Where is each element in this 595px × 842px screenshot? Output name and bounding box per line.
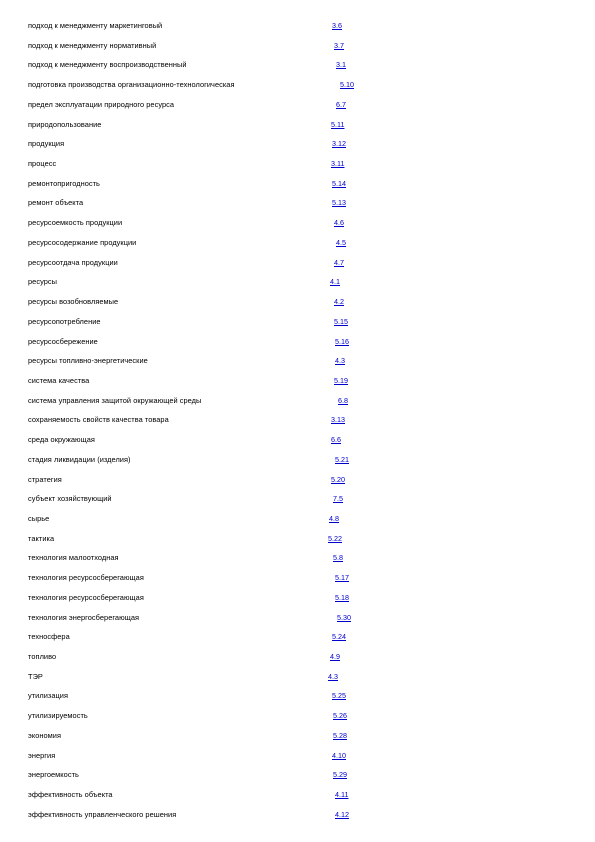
index-term: ресурсы топливно-энергетические [28,356,148,366]
index-entry [28,667,568,687]
index-reference-link[interactable]: 4.2 [334,297,344,307]
index-entry [28,489,568,509]
index-term: ресурсоемкость продукции [28,218,123,228]
index-reference-link[interactable]: 5.17 [335,573,349,583]
index-entry [28,450,568,470]
index-reference-link[interactable]: 5.29 [333,770,347,780]
index-term: технология ресурсосберегающая [28,573,144,583]
index-entry [28,95,568,115]
index-term: сохраняемость свойств качества товара [28,415,169,425]
index-entry [28,134,568,154]
index-entry [28,213,568,233]
index-term: утилизация [28,691,69,701]
index-reference-link[interactable]: 5.16 [335,336,349,346]
index-entry [28,647,568,667]
index-entry [28,608,568,628]
index-entry [28,568,568,588]
index-entry [28,686,568,706]
index-reference-link[interactable]: 7.5 [333,494,343,504]
index-term: система управления защитой окружающей среды [28,395,202,405]
index-term: энергоемкость [28,770,79,780]
index-term: система качества [28,375,90,385]
index-term: продукция [28,139,65,149]
index-entry [28,55,568,75]
index-reference-link[interactable]: 4.12 [335,809,349,819]
index-term: стратегия [28,474,62,484]
index-entry [28,253,568,273]
index-reference-link[interactable]: 5.18 [335,592,349,602]
index-entry [28,154,568,174]
index-reference-link[interactable]: 3.6 [332,21,342,30]
index-reference-link[interactable]: 5.22 [328,533,342,543]
index-reference-link[interactable]: 4.1 [330,277,340,287]
index-reference-link[interactable]: 5.26 [333,711,347,721]
index-entry [28,785,568,805]
index-reference-link[interactable]: 5.8 [333,553,343,563]
index-reference-link[interactable]: 5.20 [331,474,345,484]
index-term: подход к менеджменту нормативный [28,40,157,50]
index-entry [28,272,568,292]
index-entry [28,193,568,213]
index-entry [28,746,568,766]
index-term: процесс [28,159,57,169]
term-index-list [28,16,568,824]
index-reference-link[interactable]: 5.13 [332,198,346,208]
index-entry [28,765,568,785]
index-reference-link[interactable]: 4.10 [332,750,346,760]
index-entry [28,588,568,608]
index-reference-link[interactable]: 5.30 [337,612,351,622]
index-reference-link[interactable]: 4.5 [336,237,346,247]
index-reference-link[interactable]: 5.25 [332,691,346,701]
index-entry [28,470,568,490]
index-term: технология малоотходная [28,553,119,563]
index-reference-link[interactable]: 3.7 [334,40,344,50]
index-term: ресурсосбережение [28,336,98,346]
index-entry [28,312,568,332]
index-reference-link[interactable]: 6.6 [331,435,341,445]
index-reference-link[interactable]: 5.11 [331,119,345,129]
index-term: ресурсопотребление [28,316,101,326]
index-reference-link[interactable]: 4.3 [335,356,345,366]
index-term: ресурсосодержание продукции [28,237,137,247]
index-term: эффективность объекта [28,790,113,800]
index-entry [28,548,568,568]
index-entry [28,292,568,312]
index-entry [28,371,568,391]
index-reference-link[interactable]: 4.6 [334,218,344,228]
index-term: экономия [28,730,62,740]
index-reference-link[interactable]: 3.13 [331,415,345,425]
index-reference-link[interactable]: 3.11 [331,159,345,169]
index-entry [28,351,568,371]
index-entry [28,805,568,825]
index-reference-link[interactable]: 5.21 [335,454,349,464]
index-term: стадия ликвидации (изделия) [28,454,131,464]
index-term: сырье [28,513,50,523]
index-reference-link[interactable]: 3.1 [336,60,346,70]
index-reference-link[interactable]: 6.8 [338,395,348,405]
index-reference-link[interactable]: 5.10 [340,80,354,90]
index-reference-link[interactable]: 5.24 [332,632,346,642]
index-reference-link[interactable]: 4.11 [335,790,349,800]
index-term: ресурсоотдача продукции [28,257,118,267]
index-term: ремонт объекта [28,198,84,208]
index-term: энергия [28,750,56,760]
index-reference-link[interactable]: 6.7 [336,99,346,109]
index-entry [28,115,568,135]
index-term: подход к менеджменту воспроизводственный [28,60,187,70]
index-term: субъект хозяйствующий [28,494,112,504]
index-term: техносфера [28,632,70,642]
index-reference-link[interactable]: 5.14 [332,178,346,188]
index-reference-link[interactable]: 4.9 [330,652,340,661]
index-term: предел эксплуатации природного ресурса [28,99,175,109]
index-entry [28,75,568,95]
index-entry [28,332,568,352]
index-term: подготовка производства организационно-технологическая [28,80,235,90]
index-term: подход к менеджменту маркетинговый [28,21,163,30]
index-entry [28,233,568,253]
index-term: топливо [28,652,57,661]
index-entry [28,174,568,194]
index-term: эффективность управленческого решения [28,809,177,819]
index-entry [28,529,568,549]
index-term: природопользование [28,119,102,129]
index-term: тактика [28,533,55,543]
index-reference-link[interactable]: 4.7 [334,257,344,267]
index-entry [28,430,568,450]
index-entry [28,726,568,746]
index-entry [28,627,568,647]
index-reference-link[interactable]: 5.28 [333,730,347,740]
index-reference-link[interactable]: 5.15 [334,316,348,326]
index-term: утилизируемость [28,711,88,721]
index-term: ТЭР [28,671,43,681]
index-term: ремонтопригодность [28,178,100,188]
index-reference-link[interactable]: 5.19 [334,375,348,385]
index-entry [28,36,568,56]
index-entry [28,391,568,411]
index-entry [28,509,568,529]
index-term: ресурсы [28,277,57,287]
index-reference-link[interactable]: 4.8 [329,513,339,523]
index-reference-link[interactable]: 4.3 [328,671,338,681]
index-term: технология ресурсосберегающая [28,592,144,602]
index-term: среда окружающая [28,435,95,445]
index-entry [28,16,568,36]
index-entry [28,706,568,726]
index-entry [28,410,568,430]
index-reference-link[interactable]: 3.12 [332,139,346,149]
index-term: технология энергосберегающая [28,612,140,622]
index-term: ресурсы возобновляемые [28,297,119,307]
